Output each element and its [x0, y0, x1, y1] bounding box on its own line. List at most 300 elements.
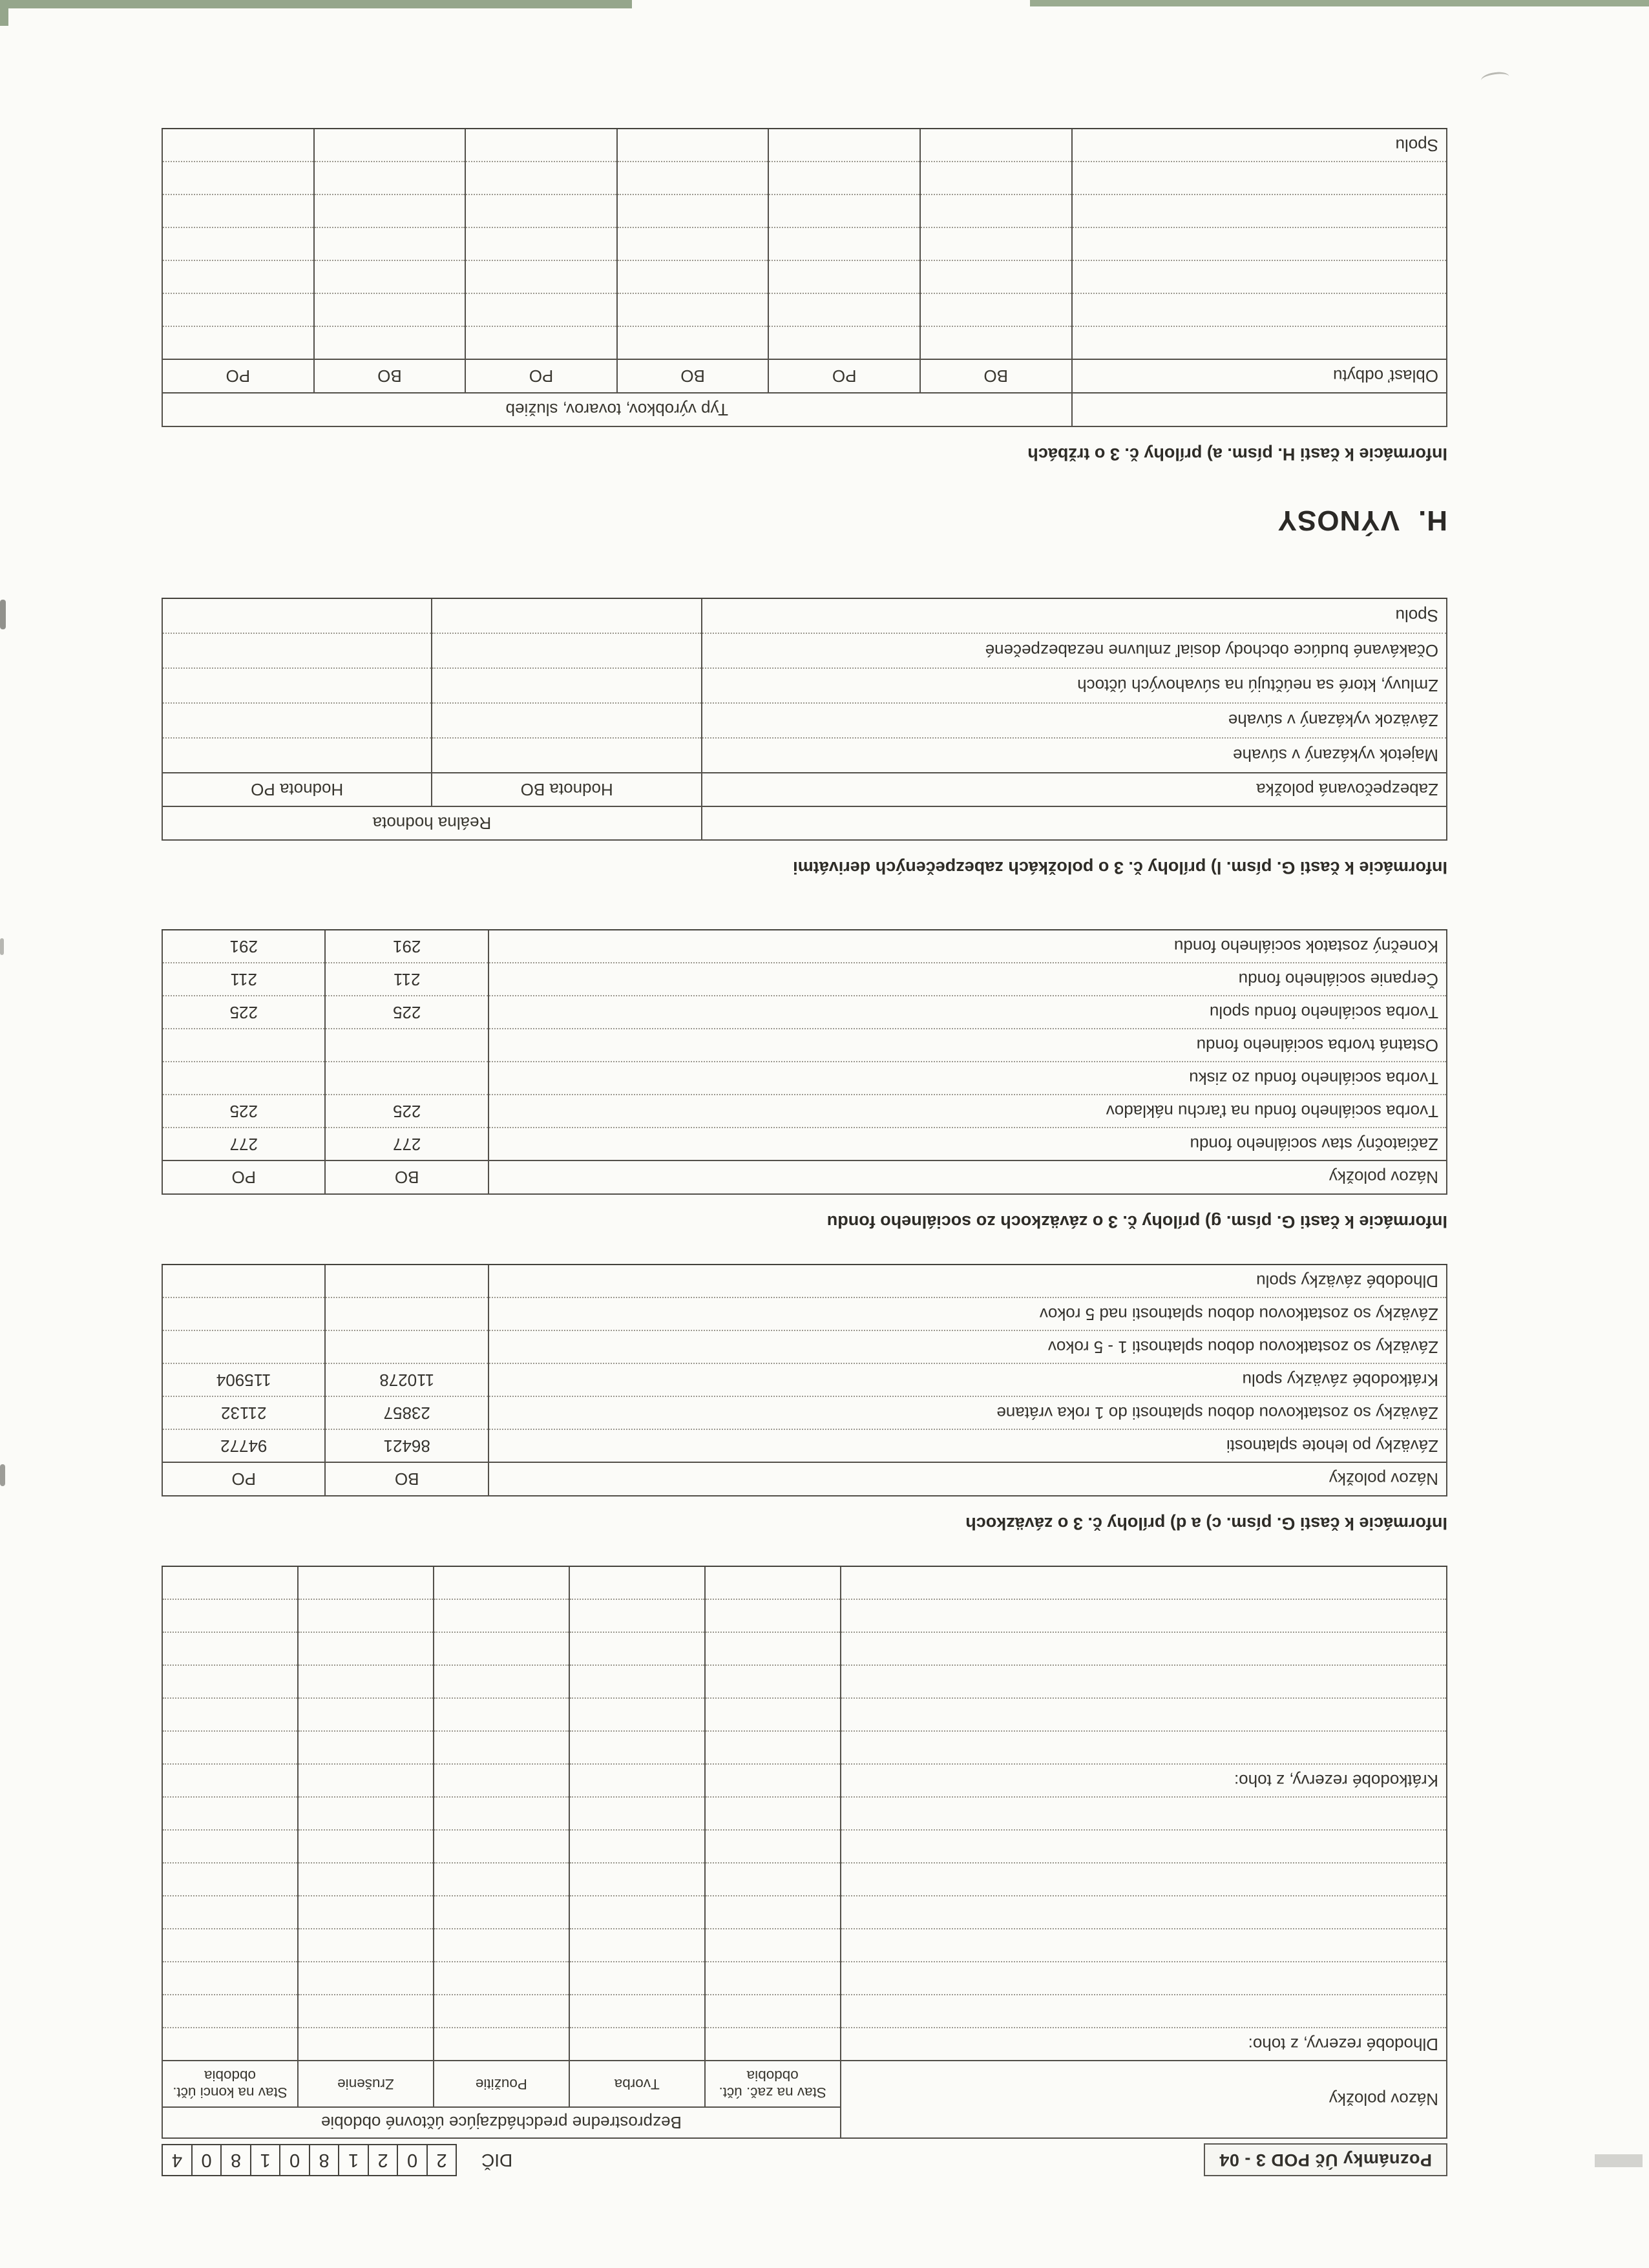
- row-label-cell: Majetok vykázaný v súvahe: [702, 738, 1447, 773]
- row-label-cell: [841, 1698, 1447, 1731]
- derivaty-table: [162, 598, 1447, 841]
- table-row: [162, 703, 1447, 738]
- scanner-edge-artifact: [1030, 0, 1649, 6]
- col-header-typ-vyrobkov: Typ výrobkov, tovarov, služieb: [162, 393, 1072, 426]
- value-cell: [705, 1566, 841, 1599]
- value-cell: 211: [162, 963, 325, 996]
- value-cell: [298, 1731, 434, 1764]
- table-row: [162, 162, 1447, 194]
- value-cell: [920, 162, 1072, 194]
- value-cell: 291: [162, 930, 325, 963]
- table-row: [162, 1731, 1447, 1764]
- row-label-cell: [841, 1962, 1447, 1995]
- value-cell: [705, 1632, 841, 1665]
- value-cell: 110278: [325, 1363, 488, 1396]
- col-header-period-group: Bezprostredne predchádzajúce účtovné obdobie: [162, 2107, 841, 2138]
- value-cell: [768, 129, 920, 162]
- value-cell: [325, 1330, 488, 1363]
- value-cell: [162, 227, 314, 260]
- section-title-trzby: Informácie k časti H. písm. a) prílohy č. 3 o tržbách: [1027, 445, 1447, 464]
- value-cell: [314, 260, 466, 293]
- value-cell: [298, 1566, 434, 1599]
- row-label-cell: Dlhodobé záväzky spolu: [488, 1265, 1447, 1297]
- value-cell: [162, 1995, 298, 2028]
- dic-digit-box: 8: [309, 2144, 340, 2176]
- table-row: [162, 227, 1447, 260]
- value-cell: [162, 1632, 298, 1665]
- value-cell: [298, 1863, 434, 1896]
- table-row: [162, 738, 1447, 773]
- value-cell: [162, 1797, 298, 1830]
- table-row: [162, 1698, 1447, 1731]
- row-label-cell: [1072, 260, 1447, 293]
- value-cell: [162, 1929, 298, 1962]
- value-cell: [920, 194, 1072, 227]
- col-header-realna-hodnota: Reálna hodnota: [162, 806, 702, 840]
- table-header-row: [162, 1160, 1447, 1194]
- value-cell: [569, 1863, 705, 1896]
- value-cell: [162, 293, 314, 326]
- value-cell: [298, 1632, 434, 1665]
- value-cell: [569, 1632, 705, 1665]
- dic-digit-box: 1: [250, 2144, 281, 2176]
- dic-digit-box: 0: [397, 2144, 428, 2176]
- value-cell: [465, 326, 617, 359]
- table-row: [162, 1962, 1447, 1995]
- value-cell: [325, 1029, 488, 1062]
- value-cell: [162, 1265, 325, 1297]
- table-row: [162, 1396, 1447, 1429]
- table-row: [162, 1599, 1447, 1632]
- value-cell: [162, 1297, 325, 1330]
- row-label-cell: [841, 1995, 1447, 2028]
- row-label-cell: Tvorba sociálneho fondu na ťarchu nákladov: [488, 1095, 1447, 1128]
- row-label-cell: [841, 1665, 1447, 1698]
- table-row: [162, 1062, 1447, 1095]
- value-cell: 94772: [162, 1429, 325, 1462]
- row-label-cell: [841, 1929, 1447, 1962]
- value-cell: [434, 2028, 569, 2061]
- value-cell: [314, 293, 466, 326]
- col-header-bo: BO: [920, 359, 1072, 393]
- value-cell: [298, 1797, 434, 1830]
- value-cell: 21132: [162, 1396, 325, 1429]
- value-cell: [434, 1863, 569, 1896]
- col-header-po: PO: [162, 1462, 325, 1496]
- value-cell: [298, 1995, 434, 2028]
- empty-corner-cell: [702, 806, 1447, 840]
- value-cell: [162, 194, 314, 227]
- table-row: [162, 1566, 1447, 1599]
- vynosy-heading-text: VÝNOSY: [1277, 505, 1400, 536]
- table-row: [162, 1797, 1447, 1830]
- section-title-derivaty: Informácie k časti G. písm. l) prílohy č. 3 o položkách zabezpečených derivátmi: [793, 858, 1447, 877]
- table-row: [162, 129, 1447, 162]
- dic-digit-box: 2: [368, 2144, 399, 2176]
- value-cell: [432, 633, 701, 668]
- table-row: [162, 1896, 1447, 1929]
- value-cell: [162, 598, 432, 633]
- value-cell: [314, 129, 466, 162]
- value-cell: [920, 129, 1072, 162]
- table-row: [162, 260, 1447, 293]
- rezervy-table: [162, 1566, 1447, 2139]
- value-cell: [768, 162, 920, 194]
- row-label-cell: Krátkodobé záväzky spolu: [488, 1363, 1447, 1396]
- value-cell: [617, 129, 769, 162]
- scan-smudge: [0, 938, 4, 955]
- form-header: [162, 2141, 1447, 2179]
- table-subheader-row: [162, 773, 1447, 806]
- scan-smudge: [0, 1464, 5, 1486]
- dic-digit-box: 4: [162, 2144, 193, 2176]
- zavazky-table-body: [162, 1265, 1447, 1462]
- value-cell: [162, 326, 314, 359]
- value-cell: [298, 1665, 434, 1698]
- col-header-stav-koniec: Stav na konci účt. obdobia: [162, 2061, 298, 2107]
- row-label-cell: [841, 1830, 1447, 1863]
- col-header-bo: BO: [325, 1462, 488, 1496]
- value-cell: [705, 1929, 841, 1962]
- value-cell: [434, 1731, 569, 1764]
- table-row: [162, 1363, 1447, 1396]
- trzby-table-body: [162, 129, 1447, 359]
- table-row: [162, 2028, 1447, 2061]
- table-row: [162, 668, 1447, 703]
- row-label-cell: [841, 1731, 1447, 1764]
- value-cell: [325, 1265, 488, 1297]
- col-header-pouzitie: Použitie: [434, 2061, 569, 2107]
- value-cell: 225: [162, 996, 325, 1029]
- section-heading-vynosy: [162, 504, 1447, 536]
- row-label-cell: [841, 1566, 1447, 1599]
- value-cell: 211: [325, 963, 488, 996]
- value-cell: [920, 227, 1072, 260]
- dic-group: [162, 2144, 512, 2176]
- value-cell: [298, 1896, 434, 1929]
- table-row: [162, 1830, 1447, 1863]
- value-cell: [617, 194, 769, 227]
- socialny-fond-table: [162, 929, 1447, 1195]
- table-row: [162, 1764, 1447, 1797]
- value-cell: [768, 260, 920, 293]
- row-label-cell: Tvorba sociálneho fondu spolu: [488, 996, 1447, 1029]
- table-row: [162, 1929, 1447, 1962]
- value-cell: [434, 1764, 569, 1797]
- value-cell: [298, 1929, 434, 1962]
- row-label-cell: [841, 1863, 1447, 1896]
- value-cell: [162, 1731, 298, 1764]
- col-header-zrusenie: Zrušenie: [298, 2061, 434, 2107]
- value-cell: [434, 1566, 569, 1599]
- value-cell: [298, 1962, 434, 1995]
- value-cell: [434, 1830, 569, 1863]
- col-header-po: PO: [465, 359, 617, 393]
- trzby-table: [162, 128, 1447, 427]
- table-header-row: [162, 1462, 1447, 1496]
- section-title-socialny-fond: Informácie k časti G. písm. g) prílohy č. 3 o záväzkoch zo sociálneho fondu: [826, 1212, 1447, 1232]
- value-cell: [162, 738, 432, 773]
- value-cell: [569, 1797, 705, 1830]
- row-label-cell: Konečný zostatok sociálneho fondu: [488, 930, 1447, 963]
- table-row: [162, 1297, 1447, 1330]
- value-cell: [162, 1962, 298, 1995]
- value-cell: [314, 162, 466, 194]
- value-cell: [298, 1698, 434, 1731]
- table-row: [162, 633, 1447, 668]
- col-header-po: PO: [162, 359, 314, 393]
- table-row: [162, 1095, 1447, 1128]
- value-cell: [569, 1929, 705, 1962]
- value-cell: [314, 227, 466, 260]
- table-header-row: [162, 806, 1447, 840]
- value-cell: [705, 1731, 841, 1764]
- value-cell: [465, 194, 617, 227]
- table-row: [162, 996, 1447, 1029]
- row-label-cell: Záväzky po lehote splatnosti: [488, 1429, 1447, 1462]
- vynosy-heading-letter: H.: [1418, 505, 1447, 536]
- value-cell: 277: [162, 1128, 325, 1160]
- value-cell: [162, 1698, 298, 1731]
- value-cell: [432, 598, 701, 633]
- row-label-cell: [1072, 326, 1447, 359]
- value-cell: [314, 326, 466, 359]
- value-cell: [434, 1929, 569, 1962]
- table-row: [162, 194, 1447, 227]
- col-header-oblast-odbytu: Oblasť odbytu: [1072, 359, 1447, 393]
- table-row: [162, 930, 1447, 963]
- table-row: [162, 1995, 1447, 2028]
- value-cell: [325, 1297, 488, 1330]
- col-header-bo: BO: [325, 1160, 488, 1194]
- row-label-cell: [1072, 293, 1447, 326]
- scan-smudge: [0, 600, 6, 629]
- value-cell: [432, 703, 701, 738]
- value-cell: [617, 293, 769, 326]
- row-label-cell: Očakávané budúce obchody dosiaľ zmluvne nezabezpečené: [702, 633, 1447, 668]
- value-cell: [465, 293, 617, 326]
- value-cell: [162, 1764, 298, 1797]
- row-label-cell: Zmluvy, ktoré sa neúčtujú na súvahových účtoch: [702, 668, 1447, 703]
- table-row: [162, 963, 1447, 996]
- col-header-stav-zac: Stav na zač. účt. obdobia: [705, 2061, 841, 2107]
- value-cell: [162, 1599, 298, 1632]
- value-cell: [162, 1330, 325, 1363]
- col-header-tvorba: Tvorba: [569, 2061, 705, 2107]
- value-cell: [465, 227, 617, 260]
- col-header-nazov-polozky: Názov položky: [841, 2061, 1447, 2138]
- col-header-zabezpecovana-polozka: Zabezpečovaná položka: [702, 773, 1447, 806]
- rezervy-table-body: [162, 1566, 1447, 2061]
- empty-corner-cell: [1072, 393, 1447, 426]
- value-cell: [298, 1830, 434, 1863]
- value-cell: [162, 1896, 298, 1929]
- value-cell: [162, 1830, 298, 1863]
- value-cell: [705, 1995, 841, 2028]
- table-row: [162, 1265, 1447, 1297]
- table-row: [162, 1429, 1447, 1462]
- value-cell: [617, 260, 769, 293]
- row-label-cell: Spolu: [702, 598, 1447, 633]
- row-label-cell: [841, 1632, 1447, 1665]
- value-cell: [569, 1896, 705, 1929]
- value-cell: [569, 1962, 705, 1995]
- table-header-row: [162, 393, 1447, 426]
- table-row: [162, 1330, 1447, 1363]
- value-cell: [569, 1995, 705, 2028]
- value-cell: [768, 194, 920, 227]
- value-cell: [768, 293, 920, 326]
- value-cell: 291: [325, 930, 488, 963]
- table-row: [162, 598, 1447, 633]
- value-cell: [162, 1029, 325, 1062]
- value-cell: [465, 129, 617, 162]
- row-label-cell: [841, 1599, 1447, 1632]
- col-header-po: PO: [768, 359, 920, 393]
- value-cell: [569, 1665, 705, 1698]
- value-cell: [314, 194, 466, 227]
- value-cell: [768, 227, 920, 260]
- col-header-nazov-polozky: Názov položky: [488, 1462, 1447, 1496]
- row-label-cell: Záväzky so zostatkovou dobou splatnosti nad 5 rokov: [488, 1297, 1447, 1330]
- value-cell: [705, 1896, 841, 1929]
- form-code: Poznámky Úč POD 3 - 04: [1204, 2144, 1447, 2177]
- dic-digit-boxes: [162, 2144, 456, 2176]
- value-cell: [705, 1863, 841, 1896]
- dic-digit-box: 1: [338, 2144, 369, 2176]
- row-label-cell: Spolu: [1072, 129, 1447, 162]
- scan-smudge: [1595, 2154, 1643, 2167]
- row-label-cell: [1072, 162, 1447, 194]
- value-cell: 115904: [162, 1363, 325, 1396]
- table-row: [162, 1029, 1447, 1062]
- col-header-hodnota-bo: Hodnota BO: [432, 773, 701, 806]
- value-cell: 225: [325, 1095, 488, 1128]
- row-label-cell: Ostatná tvorba sociálneho fondu: [488, 1029, 1447, 1062]
- dic-digit-box: 0: [279, 2144, 310, 2176]
- row-label-cell: Krátkodobé rezervy, z toho:: [841, 1764, 1447, 1797]
- dic-digit-box: 0: [191, 2144, 222, 2176]
- value-cell: [434, 1797, 569, 1830]
- dic-label: DIČ: [481, 2150, 513, 2170]
- table-row: [162, 293, 1447, 326]
- value-cell: [569, 1830, 705, 1863]
- value-cell: [162, 260, 314, 293]
- col-header-bo: BO: [314, 359, 466, 393]
- value-cell: [465, 260, 617, 293]
- dic-digit-box: 2: [426, 2144, 457, 2176]
- value-cell: [617, 326, 769, 359]
- value-cell: [920, 293, 1072, 326]
- value-cell: [705, 1599, 841, 1632]
- value-cell: [920, 326, 1072, 359]
- derivaty-table-body: [162, 598, 1447, 773]
- col-header-bo: BO: [617, 359, 769, 393]
- row-label-cell: Čerpanie sociálneho fondu: [488, 963, 1447, 996]
- row-label-cell: Tvorba sociálneho fondu zo zisku: [488, 1062, 1447, 1095]
- value-cell: [298, 1764, 434, 1797]
- value-cell: [162, 633, 432, 668]
- row-label-cell: [1072, 194, 1447, 227]
- value-cell: [434, 1665, 569, 1698]
- value-cell: [162, 2028, 298, 2061]
- value-cell: [569, 1698, 705, 1731]
- value-cell: 277: [325, 1128, 488, 1160]
- table-header-row: [162, 2107, 1447, 2138]
- table-row: [162, 1665, 1447, 1698]
- value-cell: [162, 668, 432, 703]
- table-subheader-row: [162, 359, 1447, 393]
- row-label-cell: [841, 1896, 1447, 1929]
- socialny-fond-table-body: [162, 930, 1447, 1160]
- value-cell: [162, 1062, 325, 1095]
- value-cell: [617, 162, 769, 194]
- value-cell: [325, 1062, 488, 1095]
- value-cell: [705, 1764, 841, 1797]
- row-label-cell: Záväzky so zostatkovou dobou splatnosti do 1 roka vrátane: [488, 1396, 1447, 1429]
- value-cell: [162, 1566, 298, 1599]
- value-cell: 225: [162, 1095, 325, 1128]
- value-cell: [162, 1665, 298, 1698]
- value-cell: 225: [325, 996, 488, 1029]
- value-cell: [768, 326, 920, 359]
- value-cell: [434, 1995, 569, 2028]
- value-cell: [162, 162, 314, 194]
- value-cell: [617, 227, 769, 260]
- value-cell: [920, 260, 1072, 293]
- value-cell: [705, 1665, 841, 1698]
- value-cell: [569, 1599, 705, 1632]
- value-cell: [569, 1566, 705, 1599]
- value-cell: [465, 162, 617, 194]
- row-label-cell: Záväzok vykázaný v súvahe: [702, 703, 1447, 738]
- value-cell: [705, 1797, 841, 1830]
- table-row: [162, 1632, 1447, 1665]
- zavazky-table: [162, 1264, 1447, 1496]
- value-cell: [432, 668, 701, 703]
- value-cell: 86421: [325, 1429, 488, 1462]
- value-cell: [298, 1599, 434, 1632]
- value-cell: [434, 1698, 569, 1731]
- value-cell: [705, 1830, 841, 1863]
- col-header-nazov-polozky: Názov položky: [488, 1160, 1447, 1194]
- value-cell: [705, 1962, 841, 1995]
- value-cell: [162, 1863, 298, 1896]
- value-cell: [432, 738, 701, 773]
- row-label-cell: Záväzky so zostatkovou dobou splatnosti 1 - 5 rokov: [488, 1330, 1447, 1363]
- value-cell: [434, 1599, 569, 1632]
- value-cell: [705, 2028, 841, 2061]
- row-label-cell: [841, 1797, 1447, 1830]
- value-cell: [569, 1764, 705, 1797]
- scanner-edge-artifact: [0, 0, 8, 26]
- value-cell: [569, 2028, 705, 2061]
- value-cell: 23857: [325, 1396, 488, 1429]
- scanner-edge-artifact: [0, 0, 632, 8]
- section-title-zavazky: Informácie k časti G. písm. c) a d) prílohy č. 3 o záväzkoch: [965, 1514, 1447, 1533]
- value-cell: [434, 1962, 569, 1995]
- row-label-cell: [1072, 227, 1447, 260]
- col-header-po: PO: [162, 1160, 325, 1194]
- table-row: [162, 326, 1447, 359]
- row-label-cell: Dlhodobé rezervy, z toho:: [841, 2028, 1447, 2061]
- value-cell: [298, 2028, 434, 2061]
- table-row: [162, 1863, 1447, 1896]
- value-cell: [162, 703, 432, 738]
- value-cell: [705, 1698, 841, 1731]
- value-cell: [569, 1731, 705, 1764]
- col-header-hodnota-po: Hodnota PO: [162, 773, 432, 806]
